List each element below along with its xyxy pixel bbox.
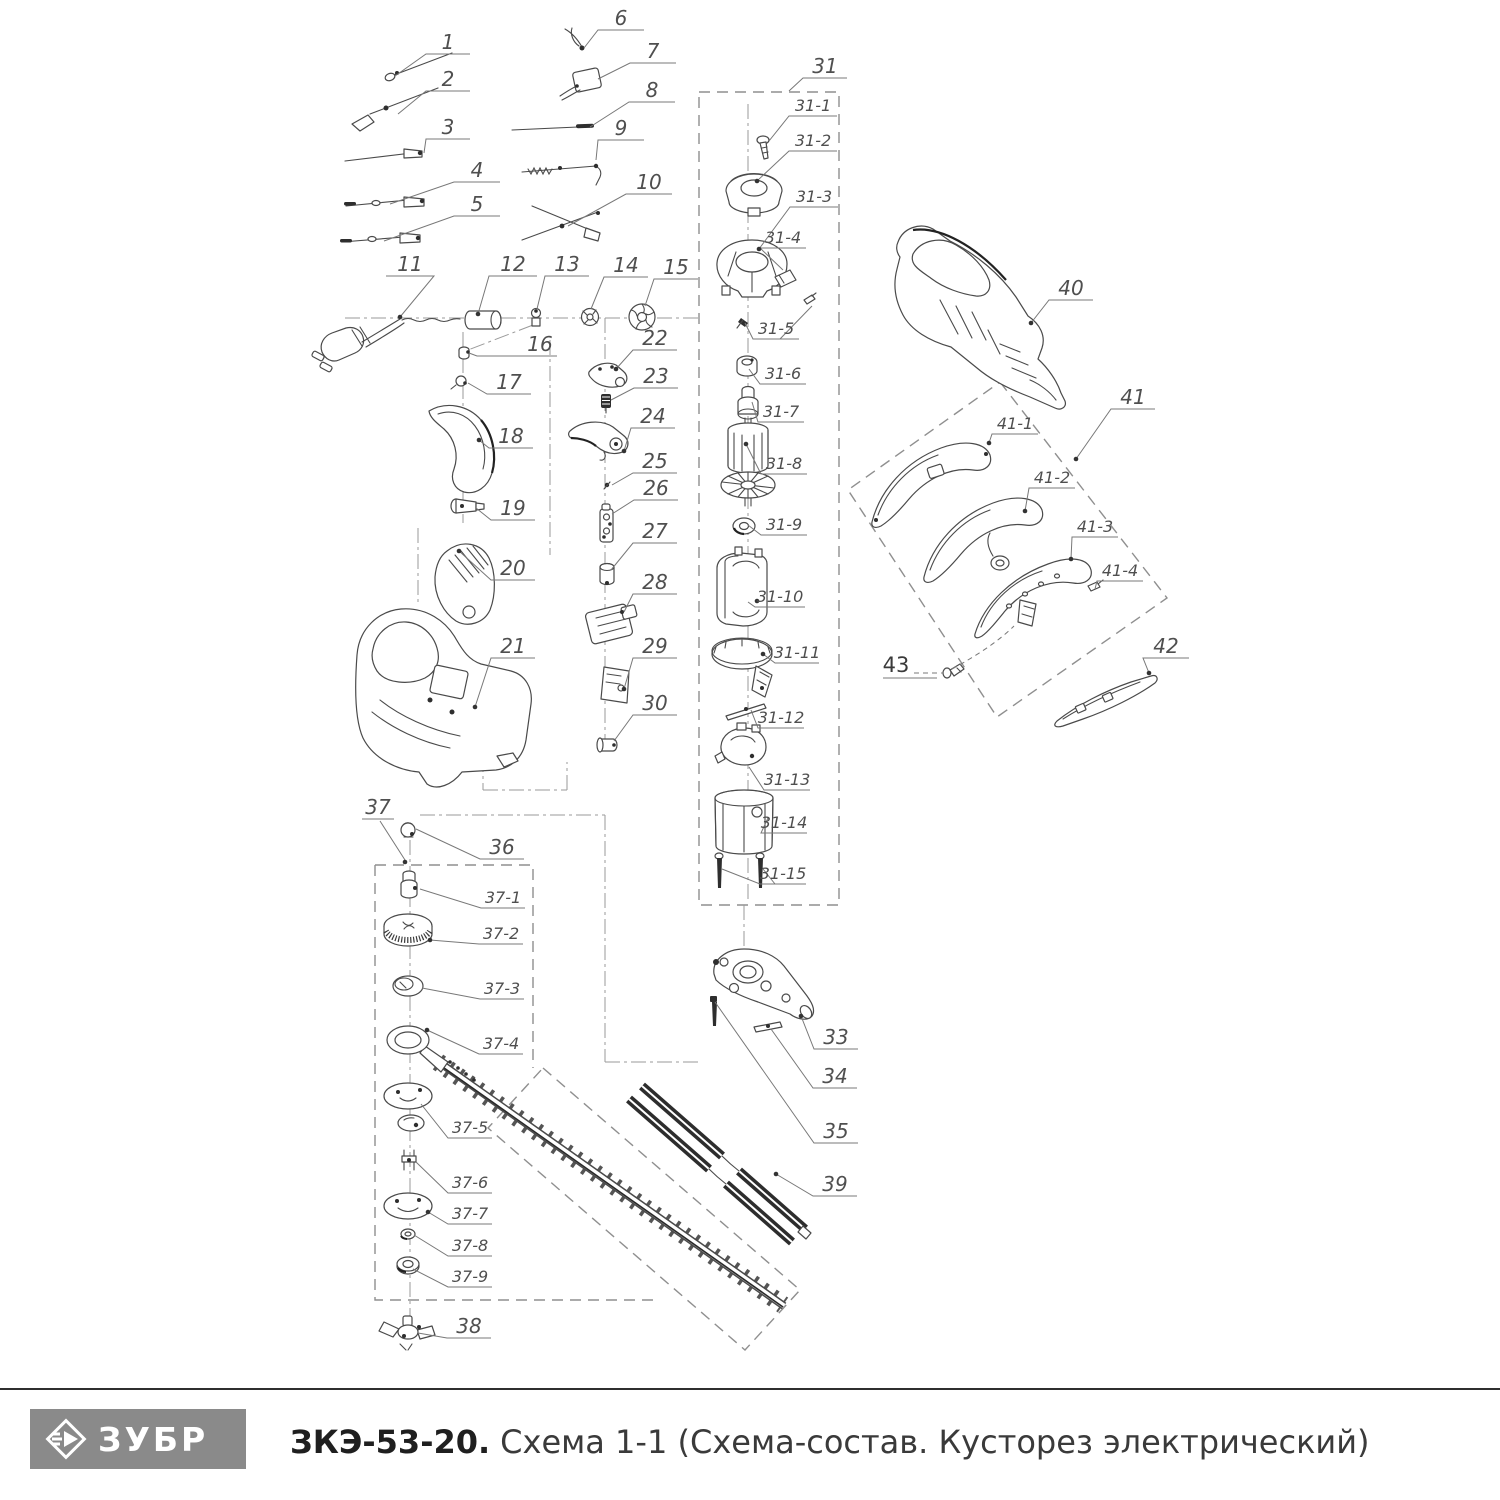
part-28-switch xyxy=(585,603,637,644)
callout-11: 11 xyxy=(397,252,423,276)
callout-31-14: 31-14 xyxy=(760,813,808,832)
callout-37: 37 xyxy=(365,795,391,819)
callout-37-8: 37-8 xyxy=(451,1236,489,1255)
part-12-cable-sleeve xyxy=(465,311,501,329)
part-23-spring xyxy=(601,394,611,413)
part-37-5-washers xyxy=(384,1083,432,1131)
part-27-cap xyxy=(600,564,614,586)
callout-21: 21 xyxy=(500,634,526,658)
footer xyxy=(0,1388,1500,1500)
callout-37-3: 37-3 xyxy=(483,979,521,998)
callout-36: 36 xyxy=(489,835,515,859)
callout-2: 2 xyxy=(441,67,455,91)
callout-23: 23 xyxy=(643,364,669,388)
callout-37-9: 37-9 xyxy=(451,1267,489,1286)
callout-31-4: 31-4 xyxy=(764,228,802,247)
callout-41: 41 xyxy=(1120,385,1146,409)
schema-caption: Схема 1-1 (Схема-состав. Кусторез электрический) xyxy=(500,1423,1370,1461)
callout-31: 31 xyxy=(812,54,838,78)
callout-28: 28 xyxy=(642,570,668,594)
part-2-lead-wire xyxy=(352,88,438,131)
part-31-2-cap xyxy=(726,174,782,216)
callout-15: 15 xyxy=(663,255,689,279)
callout-8: 8 xyxy=(645,78,659,102)
brand-logo xyxy=(30,1409,246,1469)
callout-6: 6 xyxy=(614,6,628,30)
callout-3: 3 xyxy=(441,115,455,139)
callout-31-15: 31-15 xyxy=(759,864,807,883)
callout-4: 4 xyxy=(470,158,484,182)
callout-7: 7 xyxy=(646,39,660,63)
part-30-grommet xyxy=(597,738,617,752)
part-42-guard-tip xyxy=(1055,676,1157,727)
callout-31-11: 31-11 xyxy=(773,643,821,662)
part-31-4-brush-block xyxy=(775,270,816,304)
callout-31-10: 31-10 xyxy=(756,587,804,606)
part-33-gearbox-plate xyxy=(713,949,814,1021)
brand-diamond-icon xyxy=(42,1415,90,1463)
callout-5: 5 xyxy=(470,192,484,216)
part-34-pin xyxy=(754,1022,782,1032)
callout-41-3: 41-3 xyxy=(1076,517,1114,536)
callout-37-2: 37-2 xyxy=(482,924,520,943)
callout-31-6: 31-6 xyxy=(764,364,802,383)
part-37-4-blade xyxy=(387,1026,784,1307)
callout-19: 19 xyxy=(500,496,526,520)
part-43-screw xyxy=(943,664,964,678)
callout-37-6: 37-6 xyxy=(451,1173,489,1192)
callout-31-12: 31-12 xyxy=(757,708,805,727)
part-41-3-handle-lower xyxy=(975,559,1091,638)
callout-26: 26 xyxy=(643,476,669,500)
part-9-spring-lever xyxy=(522,164,601,185)
callout-41-4: 41-4 xyxy=(1101,561,1139,580)
callout-14: 14 xyxy=(613,253,639,277)
part-31-3-motor-bracket xyxy=(717,240,787,297)
parts xyxy=(311,28,1157,1350)
part-10-wire-set xyxy=(522,206,600,241)
callout-29: 29 xyxy=(642,634,668,658)
part-16-nut xyxy=(459,347,470,359)
part-31-13-brush-holder xyxy=(715,723,766,765)
callout-34: 34 xyxy=(822,1064,848,1088)
callout-18: 18 xyxy=(498,424,524,448)
part-31-11-baffle-ring xyxy=(712,638,772,697)
part-36-nut xyxy=(401,823,415,837)
part-37-8-ring xyxy=(401,1229,415,1239)
part-26-lock-plate xyxy=(600,504,613,542)
schema-title xyxy=(290,1423,1369,1461)
part-31-9-bearing xyxy=(733,518,755,534)
callout-12: 12 xyxy=(500,252,526,276)
callout-35: 35 xyxy=(823,1119,849,1143)
callout-39: 39 xyxy=(822,1172,848,1196)
part-7-capacitor xyxy=(560,68,602,100)
callout-41-2: 41-2 xyxy=(1033,468,1071,487)
callout-31-5: 31-5 xyxy=(757,319,795,338)
callout-30: 30 xyxy=(642,691,668,715)
callout-1: 1 xyxy=(441,30,455,54)
part-37-6-clip xyxy=(402,1150,416,1170)
part-11-power-cord-plug xyxy=(311,319,460,373)
callout-42: 42 xyxy=(1153,634,1179,658)
part-3-lead-wire xyxy=(345,149,422,161)
part-37-7-disc xyxy=(384,1193,432,1219)
callout-25: 25 xyxy=(642,449,668,473)
callout-37-7: 37-7 xyxy=(451,1204,489,1223)
callout-31-13: 31-13 xyxy=(763,770,811,789)
callout-43: 43 xyxy=(882,653,910,677)
part-22-lock-lever xyxy=(589,363,627,387)
part-37-1-spindle xyxy=(401,871,417,898)
part-4-lead-wire xyxy=(344,197,424,207)
callout-38: 38 xyxy=(456,1314,482,1338)
part-18-hand-guard xyxy=(429,405,494,492)
model-code: ЗКЭ-53-20. xyxy=(290,1423,491,1461)
part-35-screw xyxy=(710,996,717,1026)
callout-33: 33 xyxy=(823,1025,849,1049)
part-40-motor-housing xyxy=(895,226,1065,409)
callout-22: 22 xyxy=(642,326,668,350)
part-17-clamp xyxy=(451,376,467,389)
part-37-9-flanged-nut xyxy=(397,1257,419,1274)
part-5-lead-wire xyxy=(340,233,420,243)
part-31-1-screw xyxy=(757,136,769,159)
part-31-7-shaft-end xyxy=(738,387,758,420)
callout-37-4: 37-4 xyxy=(482,1034,520,1053)
callout-27: 27 xyxy=(642,519,668,543)
callout-40: 40 xyxy=(1058,276,1084,300)
callout-31-9: 31-9 xyxy=(765,515,803,534)
callout-31-3: 31-3 xyxy=(795,187,833,206)
part-38-wing-bolt xyxy=(379,1316,435,1350)
brand-name: ЗУБР xyxy=(98,1419,209,1459)
callout-16: 16 xyxy=(527,332,553,356)
part-37-3-cam xyxy=(393,976,423,996)
callout-31-7: 31-7 xyxy=(762,402,800,421)
callout-31-2: 31-2 xyxy=(794,131,832,150)
callout-31-1: 31-1 xyxy=(794,96,832,115)
callout-37-1: 37-1 xyxy=(484,888,522,907)
part-13-cable-clamp xyxy=(532,309,541,327)
callout-13: 13 xyxy=(554,252,580,276)
callout-41-1: 41-1 xyxy=(996,414,1034,433)
part-24-trigger xyxy=(569,422,628,460)
callout-17: 17 xyxy=(496,370,522,394)
callout-31-8: 31-8 xyxy=(765,454,803,473)
callout-20: 20 xyxy=(500,556,526,580)
callout-37-5: 37-5 xyxy=(451,1118,489,1137)
callout-24: 24 xyxy=(640,404,666,428)
part-8-rod xyxy=(512,124,594,130)
part-6-spring-wire xyxy=(565,28,585,51)
part-37-2-gear xyxy=(384,914,432,946)
callout-10: 10 xyxy=(636,170,662,194)
part-31-6-bearing-cup xyxy=(737,356,757,376)
part-14-gear-washer xyxy=(582,309,599,326)
callout-9: 9 xyxy=(614,116,628,140)
